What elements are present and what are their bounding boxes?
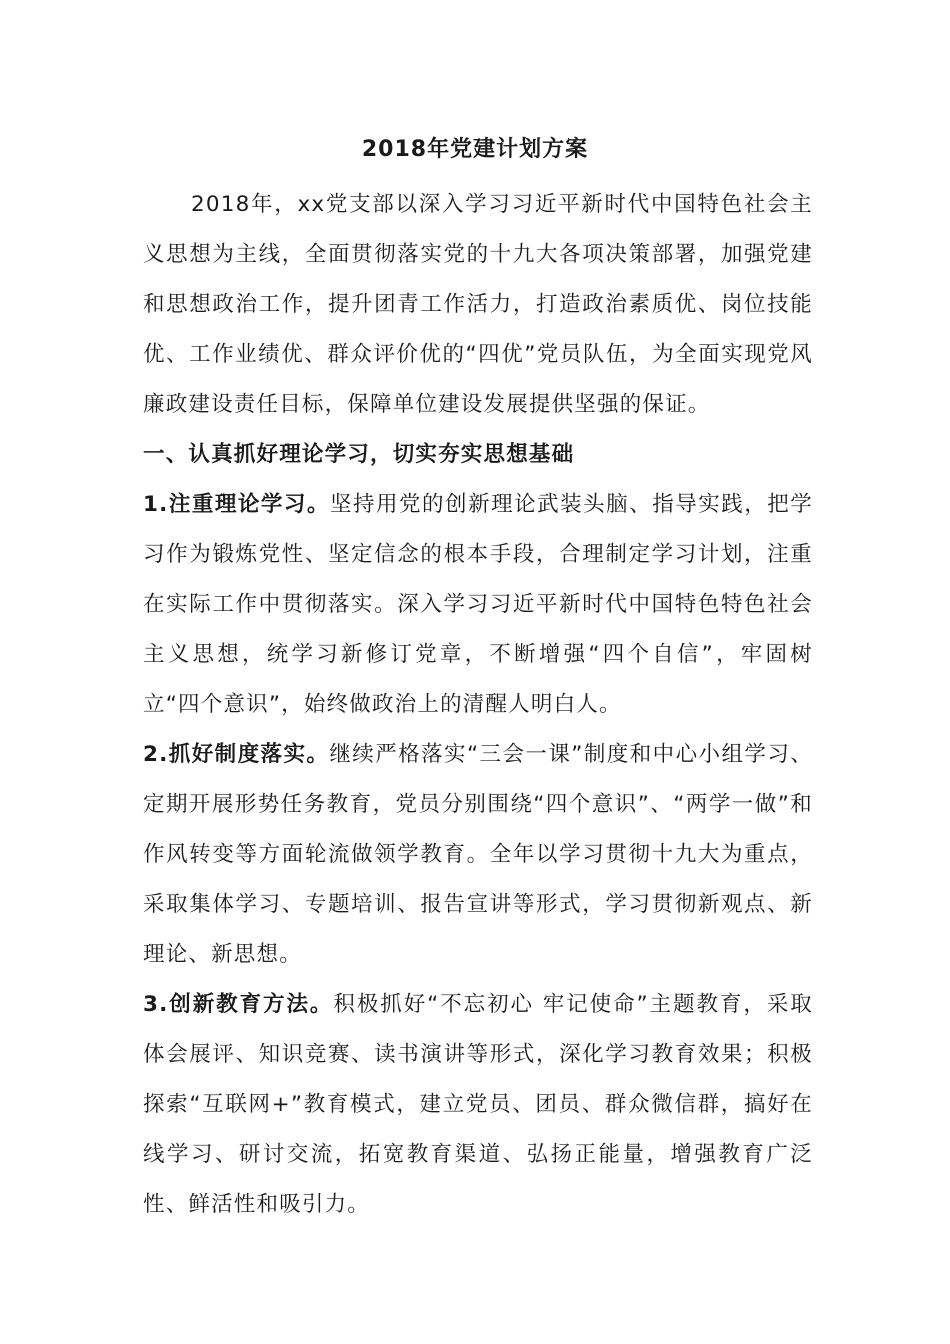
- intro-paragraph: 2018年，xx党支部以深入学习习近平新时代中国特色社会主义思想为主线，全面贯彻落实党的十九大各项决策部署，加强党建和思想政治工作，提升团青工作活力，打造政治素质优、岗位技能优、工作业绩优、群众评价优的“四优”党员队伍，为全面实现党风廉政建设责任目标，保障单位建设发展提供坚强的保证。: [143, 192, 813, 417]
- section-heading-1: 一、认真抓好理论学习，切实夯实思想基础: [143, 442, 575, 467]
- item-paragraph-1: [143, 480, 813, 730]
- item-paragraph-2: [143, 730, 813, 980]
- item-lead-1: 1.注重理论学习。: [143, 492, 330, 517]
- item-text-3: 积极抓好“不忘初心 牢记使命”主题教育，采取体会展评、知识竞赛、读书演讲等形式，深化学习教育效果；积极探索“互联网+”教育模式，建立党员、团员、群众微信群，搞好在线学习、研讨交流，拓宽教育渠道、弘扬正能量，增强教育广泛性、鲜活性和吸引力。: [143, 992, 813, 1217]
- item-paragraph-3: [143, 980, 813, 1230]
- item-lead-2: 2.抓好制度落实。: [143, 742, 330, 767]
- item-lead-3: 3.创新教育方法。: [143, 992, 334, 1017]
- document-title: 2018年党建计划方案: [361, 137, 589, 162]
- item-text-1: 坚持用党的创新理论武装头脑、指导实践，把学习作为锻炼党性、坚定信念的根本手段，合理制定学习计划，注重在实际工作中贯彻落实。深入学习习近平新时代中国特色特色社会主义思想，统学习新修订党章，不断增强“四个自信”，牢固树立“四个意识”，始终做政治上的清醒人明白人。: [143, 492, 813, 717]
- document-body: [143, 180, 813, 1230]
- item-text-2: 继续严格落实“三会一课”制度和中心小组学习、定期开展形势任务教育，党员分别围绕“四个意识”、“两学一做”和作风转变等方面轮流做领学教育。全年以学习贯彻十九大为重点，采取集体学习、专题培训、报告宣讲等形式，学习贯彻新观点、新理论、新思想。: [143, 742, 813, 967]
